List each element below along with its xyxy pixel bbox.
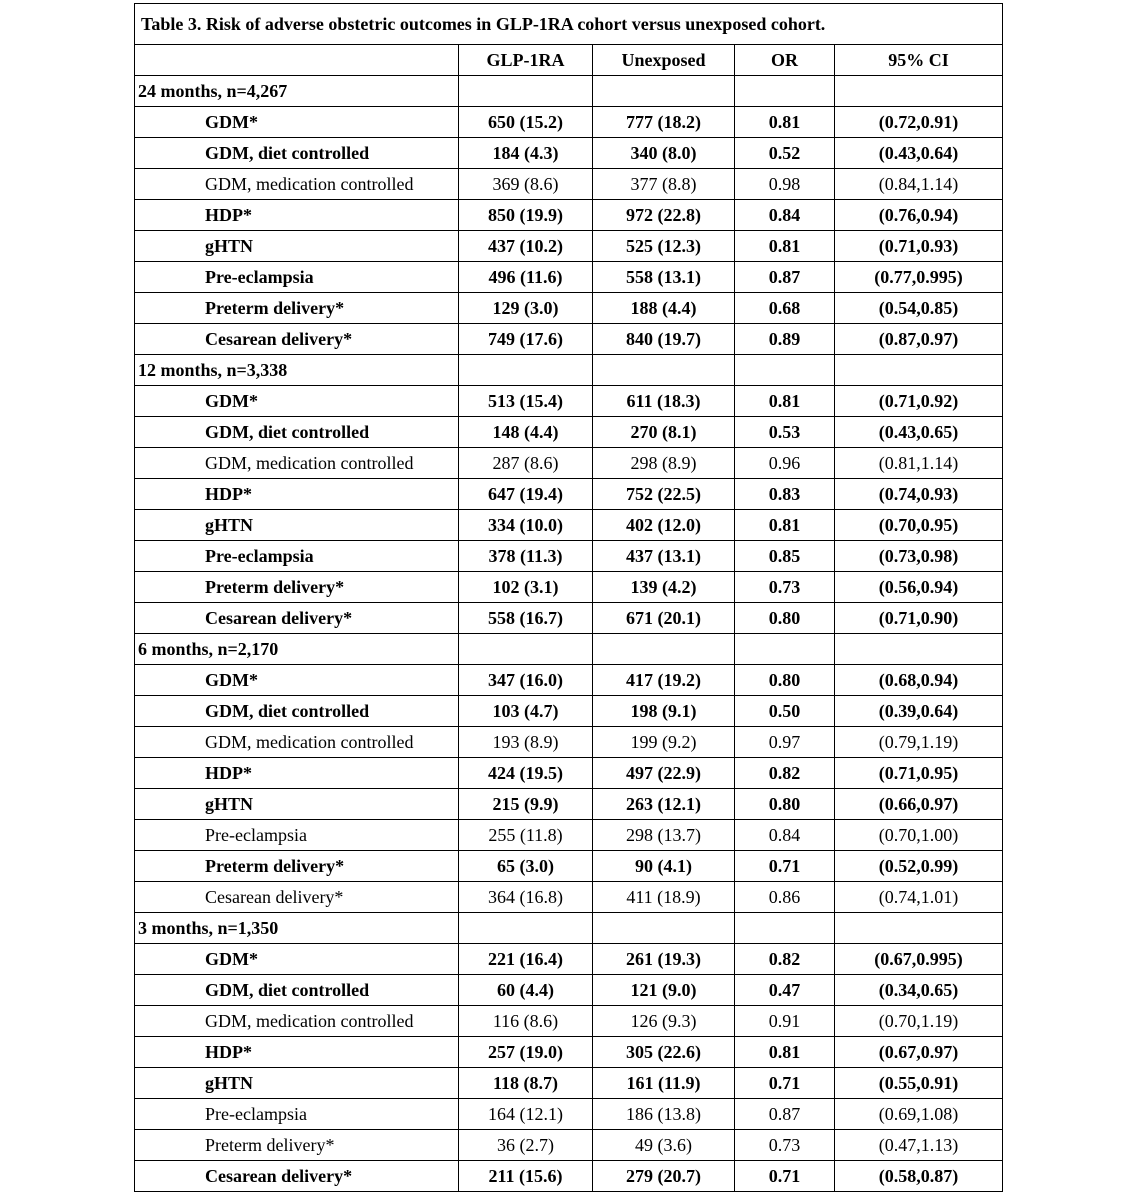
glp1ra-cell: 255 (11.8) <box>459 820 593 851</box>
table-row <box>135 262 1003 293</box>
ci-cell: (0.73,0.98) <box>835 541 1003 572</box>
glp1ra-cell: 65 (3.0) <box>459 851 593 882</box>
table-row <box>135 324 1003 355</box>
table-row <box>135 696 1003 727</box>
ci-cell: (0.34,0.65) <box>835 975 1003 1006</box>
ci-cell: (0.77,0.995) <box>835 262 1003 293</box>
ci-cell: (0.52,0.99) <box>835 851 1003 882</box>
outcome-cell: GDM* <box>135 944 459 975</box>
glp1ra-cell: 749 (17.6) <box>459 324 593 355</box>
glp1ra-cell: 193 (8.9) <box>459 727 593 758</box>
table-row <box>135 138 1003 169</box>
outcome-cell: GDM* <box>135 386 459 417</box>
section-label: 3 months, n=1,350 <box>135 913 459 944</box>
table-row <box>135 882 1003 913</box>
or-cell: 0.71 <box>735 851 835 882</box>
unexposed-cell: 752 (22.5) <box>593 479 735 510</box>
unexposed-cell: 525 (12.3) <box>593 231 735 262</box>
outcome-cell: Cesarean delivery* <box>135 1161 459 1192</box>
or-cell: 0.98 <box>735 169 835 200</box>
unexposed-cell: 340 (8.0) <box>593 138 735 169</box>
glp1ra-cell: 287 (8.6) <box>459 448 593 479</box>
or-cell: 0.53 <box>735 417 835 448</box>
glp1ra-cell: 211 (15.6) <box>459 1161 593 1192</box>
glp1ra-cell: 437 (10.2) <box>459 231 593 262</box>
glp1ra-cell: 647 (19.4) <box>459 479 593 510</box>
section-empty-cell <box>835 634 1003 665</box>
outcome-cell: Preterm delivery* <box>135 293 459 324</box>
table-row <box>135 200 1003 231</box>
glp1ra-cell: 103 (4.7) <box>459 696 593 727</box>
or-cell: 0.85 <box>735 541 835 572</box>
unexposed-cell: 840 (19.7) <box>593 324 735 355</box>
table-row <box>135 665 1003 696</box>
or-cell: 0.96 <box>735 448 835 479</box>
outcome-cell: Preterm delivery* <box>135 851 459 882</box>
or-cell: 0.52 <box>735 138 835 169</box>
ci-cell: (0.56,0.94) <box>835 572 1003 603</box>
glp1ra-cell: 102 (3.1) <box>459 572 593 603</box>
table-row <box>135 603 1003 634</box>
glp1ra-cell: 347 (16.0) <box>459 665 593 696</box>
ci-cell: (0.74,0.93) <box>835 479 1003 510</box>
outcome-cell: Cesarean delivery* <box>135 324 459 355</box>
or-cell: 0.86 <box>735 882 835 913</box>
section-empty-cell <box>593 76 735 107</box>
outcome-cell: Preterm delivery* <box>135 1130 459 1161</box>
section-row <box>135 634 1003 665</box>
unexposed-cell: 671 (20.1) <box>593 603 735 634</box>
unexposed-cell: 437 (13.1) <box>593 541 735 572</box>
table-row <box>135 789 1003 820</box>
unexposed-cell: 199 (9.2) <box>593 727 735 758</box>
table-row <box>135 1130 1003 1161</box>
section-label: 6 months, n=2,170 <box>135 634 459 665</box>
glp1ra-cell: 36 (2.7) <box>459 1130 593 1161</box>
unexposed-cell: 558 (13.1) <box>593 262 735 293</box>
ci-cell: (0.79,1.19) <box>835 727 1003 758</box>
outcome-cell: GDM* <box>135 107 459 138</box>
unexposed-cell: 263 (12.1) <box>593 789 735 820</box>
unexposed-cell: 126 (9.3) <box>593 1006 735 1037</box>
table-row <box>135 727 1003 758</box>
ci-cell: (0.58,0.87) <box>835 1161 1003 1192</box>
ci-cell: (0.69,1.08) <box>835 1099 1003 1130</box>
outcome-cell: GDM, diet controlled <box>135 138 459 169</box>
glp1ra-cell: 257 (19.0) <box>459 1037 593 1068</box>
section-empty-cell <box>459 634 593 665</box>
ci-cell: (0.66,0.97) <box>835 789 1003 820</box>
or-cell: 0.81 <box>735 510 835 541</box>
glp1ra-cell: 369 (8.6) <box>459 169 593 200</box>
section-empty-cell <box>593 913 735 944</box>
section-empty-cell <box>459 913 593 944</box>
unexposed-cell: 298 (13.7) <box>593 820 735 851</box>
ci-cell: (0.81,1.14) <box>835 448 1003 479</box>
ci-cell: (0.70,1.19) <box>835 1006 1003 1037</box>
outcome-cell: Cesarean delivery* <box>135 603 459 634</box>
or-cell: 0.89 <box>735 324 835 355</box>
table-row <box>135 510 1003 541</box>
or-cell: 0.81 <box>735 386 835 417</box>
ci-cell: (0.71,0.90) <box>835 603 1003 634</box>
unexposed-cell: 188 (4.4) <box>593 293 735 324</box>
outcome-cell: Cesarean delivery* <box>135 882 459 913</box>
or-cell: 0.68 <box>735 293 835 324</box>
ci-cell: (0.71,0.95) <box>835 758 1003 789</box>
outcome-cell: Pre-eclampsia <box>135 1099 459 1130</box>
glp1ra-cell: 116 (8.6) <box>459 1006 593 1037</box>
section-empty-cell <box>459 76 593 107</box>
ci-cell: (0.67,0.995) <box>835 944 1003 975</box>
section-label: 24 months, n=4,267 <box>135 76 459 107</box>
table-row <box>135 541 1003 572</box>
or-cell: 0.87 <box>735 262 835 293</box>
table-row <box>135 1037 1003 1068</box>
table-row <box>135 758 1003 789</box>
glp1ra-cell: 184 (4.3) <box>459 138 593 169</box>
or-cell: 0.81 <box>735 107 835 138</box>
table-row <box>135 820 1003 851</box>
table-row <box>135 975 1003 1006</box>
glp1ra-cell: 558 (16.7) <box>459 603 593 634</box>
ci-cell: (0.87,0.97) <box>835 324 1003 355</box>
glp1ra-cell: 378 (11.3) <box>459 541 593 572</box>
unexposed-cell: 402 (12.0) <box>593 510 735 541</box>
unexposed-cell: 417 (19.2) <box>593 665 735 696</box>
section-empty-cell <box>735 634 835 665</box>
or-cell: 0.73 <box>735 572 835 603</box>
unexposed-cell: 49 (3.6) <box>593 1130 735 1161</box>
table-row <box>135 944 1003 975</box>
or-cell: 0.97 <box>735 727 835 758</box>
unexposed-cell: 198 (9.1) <box>593 696 735 727</box>
or-cell: 0.71 <box>735 1068 835 1099</box>
ci-cell: (0.76,0.94) <box>835 200 1003 231</box>
outcomes-table <box>134 3 1003 1192</box>
section-empty-cell <box>735 913 835 944</box>
unexposed-cell: 161 (11.9) <box>593 1068 735 1099</box>
outcome-cell: GDM, diet controlled <box>135 975 459 1006</box>
or-cell: 0.71 <box>735 1161 835 1192</box>
table-row <box>135 231 1003 262</box>
outcome-cell: HDP* <box>135 200 459 231</box>
unexposed-cell: 186 (13.8) <box>593 1099 735 1130</box>
title-row <box>135 4 1003 45</box>
section-empty-cell <box>835 355 1003 386</box>
or-cell: 0.82 <box>735 944 835 975</box>
glp1ra-cell: 148 (4.4) <box>459 417 593 448</box>
unexposed-cell: 972 (22.8) <box>593 200 735 231</box>
outcome-cell: GDM, medication controlled <box>135 1006 459 1037</box>
or-cell: 0.87 <box>735 1099 835 1130</box>
or-cell: 0.80 <box>735 603 835 634</box>
glp1ra-cell: 164 (12.1) <box>459 1099 593 1130</box>
section-row <box>135 913 1003 944</box>
or-cell: 0.73 <box>735 1130 835 1161</box>
ci-cell: (0.71,0.93) <box>835 231 1003 262</box>
table-row <box>135 1068 1003 1099</box>
unexposed-cell: 90 (4.1) <box>593 851 735 882</box>
outcome-cell: Pre-eclampsia <box>135 262 459 293</box>
ci-cell: (0.43,0.65) <box>835 417 1003 448</box>
table-row <box>135 293 1003 324</box>
or-cell: 0.81 <box>735 1037 835 1068</box>
outcome-cell: HDP* <box>135 1037 459 1068</box>
or-cell: 0.47 <box>735 975 835 1006</box>
table-title: Table 3. Risk of adverse obstetric outcomes in GLP-1RA cohort versus unexposed cohort. <box>135 4 1003 45</box>
ci-cell: (0.72,0.91) <box>835 107 1003 138</box>
table-row <box>135 1099 1003 1130</box>
table-row <box>135 417 1003 448</box>
glp1ra-cell: 60 (4.4) <box>459 975 593 1006</box>
glp1ra-cell: 129 (3.0) <box>459 293 593 324</box>
glp1ra-cell: 424 (19.5) <box>459 758 593 789</box>
or-cell: 0.82 <box>735 758 835 789</box>
glp1ra-cell: 513 (15.4) <box>459 386 593 417</box>
header-or: OR <box>735 45 835 76</box>
or-cell: 0.80 <box>735 665 835 696</box>
unexposed-cell: 777 (18.2) <box>593 107 735 138</box>
outcome-cell: GDM* <box>135 665 459 696</box>
table-row <box>135 479 1003 510</box>
table-row <box>135 169 1003 200</box>
section-label: 12 months, n=3,338 <box>135 355 459 386</box>
outcome-cell: gHTN <box>135 1068 459 1099</box>
ci-cell: (0.67,0.97) <box>835 1037 1003 1068</box>
or-cell: 0.81 <box>735 231 835 262</box>
table-row <box>135 851 1003 882</box>
outcome-cell: Preterm delivery* <box>135 572 459 603</box>
outcome-cell: HDP* <box>135 758 459 789</box>
ci-cell: (0.55,0.91) <box>835 1068 1003 1099</box>
section-row <box>135 355 1003 386</box>
table-row <box>135 1161 1003 1192</box>
glp1ra-cell: 850 (19.9) <box>459 200 593 231</box>
outcome-cell: gHTN <box>135 510 459 541</box>
glp1ra-cell: 650 (15.2) <box>459 107 593 138</box>
unexposed-cell: 121 (9.0) <box>593 975 735 1006</box>
ci-cell: (0.71,0.92) <box>835 386 1003 417</box>
glp1ra-cell: 334 (10.0) <box>459 510 593 541</box>
glp1ra-cell: 118 (8.7) <box>459 1068 593 1099</box>
unexposed-cell: 139 (4.2) <box>593 572 735 603</box>
section-empty-cell <box>459 355 593 386</box>
ci-cell: (0.84,1.14) <box>835 169 1003 200</box>
or-cell: 0.84 <box>735 200 835 231</box>
section-empty-cell <box>735 76 835 107</box>
ci-cell: (0.70,1.00) <box>835 820 1003 851</box>
header-outcome <box>135 45 459 76</box>
or-cell: 0.91 <box>735 1006 835 1037</box>
glp1ra-cell: 496 (11.6) <box>459 262 593 293</box>
or-cell: 0.50 <box>735 696 835 727</box>
unexposed-cell: 411 (18.9) <box>593 882 735 913</box>
outcome-cell: HDP* <box>135 479 459 510</box>
ci-cell: (0.39,0.64) <box>835 696 1003 727</box>
ci-cell: (0.70,0.95) <box>835 510 1003 541</box>
unexposed-cell: 497 (22.9) <box>593 758 735 789</box>
outcome-cell: GDM, medication controlled <box>135 727 459 758</box>
table-row <box>135 448 1003 479</box>
unexposed-cell: 377 (8.8) <box>593 169 735 200</box>
outcome-cell: Pre-eclampsia <box>135 541 459 572</box>
outcome-cell: gHTN <box>135 231 459 262</box>
outcome-cell: gHTN <box>135 789 459 820</box>
glp1ra-cell: 215 (9.9) <box>459 789 593 820</box>
ci-cell: (0.47,1.13) <box>835 1130 1003 1161</box>
header-glp1ra: GLP-1RA <box>459 45 593 76</box>
or-cell: 0.80 <box>735 789 835 820</box>
table-body <box>135 4 1003 1192</box>
table-row <box>135 572 1003 603</box>
header-row <box>135 45 1003 76</box>
or-cell: 0.83 <box>735 479 835 510</box>
unexposed-cell: 298 (8.9) <box>593 448 735 479</box>
unexposed-cell: 261 (19.3) <box>593 944 735 975</box>
ci-cell: (0.43,0.64) <box>835 138 1003 169</box>
unexposed-cell: 270 (8.1) <box>593 417 735 448</box>
unexposed-cell: 611 (18.3) <box>593 386 735 417</box>
outcome-cell: GDM, diet controlled <box>135 417 459 448</box>
or-cell: 0.84 <box>735 820 835 851</box>
section-empty-cell <box>593 634 735 665</box>
section-empty-cell <box>835 76 1003 107</box>
glp1ra-cell: 221 (16.4) <box>459 944 593 975</box>
outcome-cell: Pre-eclampsia <box>135 820 459 851</box>
header-unexposed: Unexposed <box>593 45 735 76</box>
section-empty-cell <box>593 355 735 386</box>
ci-cell: (0.74,1.01) <box>835 882 1003 913</box>
header-ci: 95% CI <box>835 45 1003 76</box>
ci-cell: (0.54,0.85) <box>835 293 1003 324</box>
section-empty-cell <box>735 355 835 386</box>
section-row <box>135 76 1003 107</box>
outcome-cell: GDM, diet controlled <box>135 696 459 727</box>
ci-cell: (0.68,0.94) <box>835 665 1003 696</box>
unexposed-cell: 279 (20.7) <box>593 1161 735 1192</box>
unexposed-cell: 305 (22.6) <box>593 1037 735 1068</box>
glp1ra-cell: 364 (16.8) <box>459 882 593 913</box>
table-row <box>135 386 1003 417</box>
table-row <box>135 1006 1003 1037</box>
outcome-cell: GDM, medication controlled <box>135 448 459 479</box>
section-empty-cell <box>835 913 1003 944</box>
outcome-cell: GDM, medication controlled <box>135 169 459 200</box>
table-row <box>135 107 1003 138</box>
